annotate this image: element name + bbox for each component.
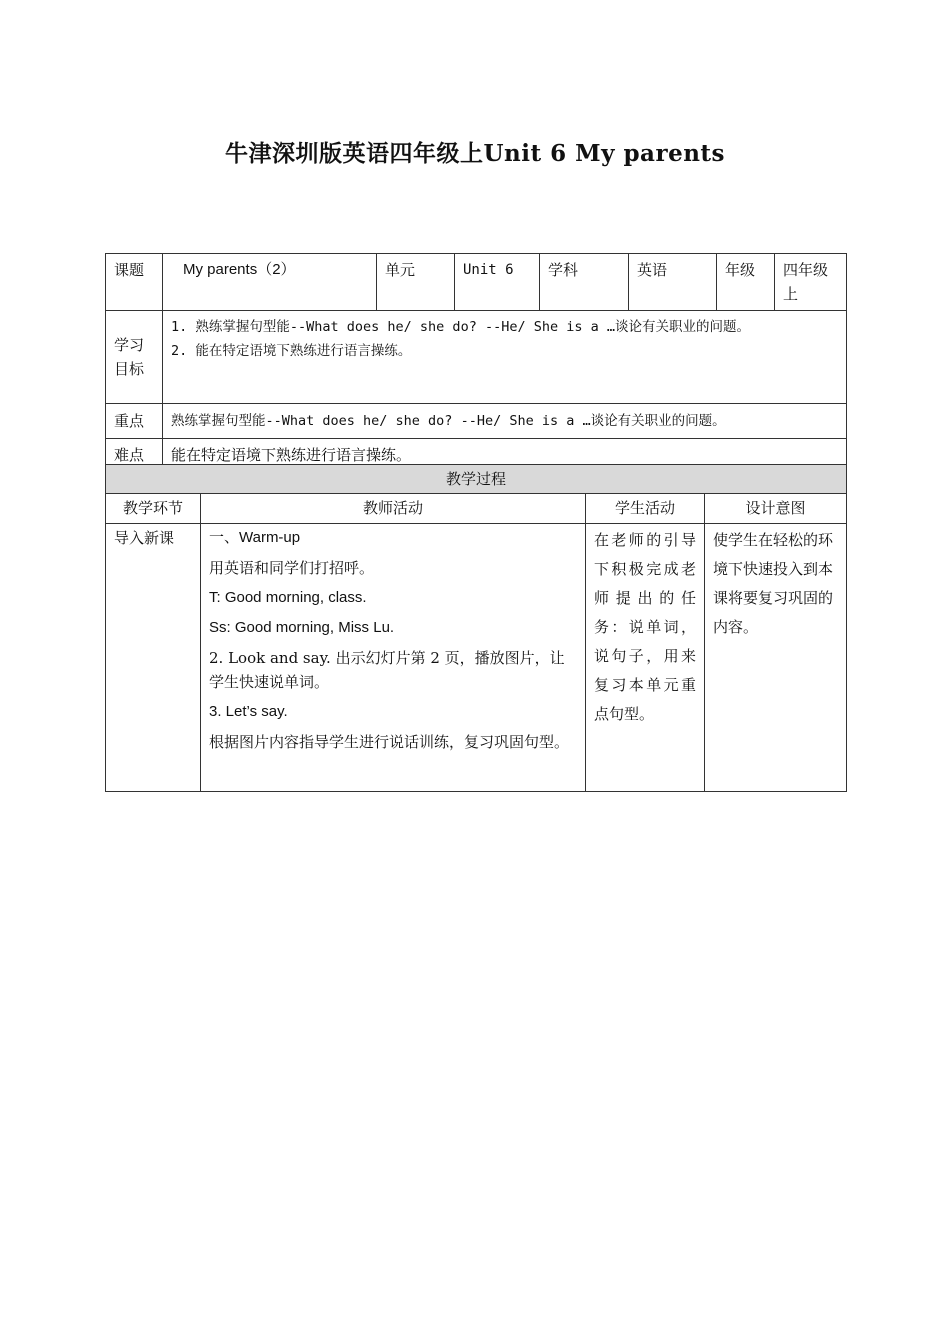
stage-cell: 导入新课 — [106, 524, 201, 792]
grade-label: 年级 — [717, 254, 775, 311]
objective-item-1: 1. 熟练掌握句型能--What does he/ she do? --He/ She is a …谈论有关职业的问题。 — [171, 319, 750, 335]
teacher-activity-cell — [201, 524, 586, 792]
teacher-line-5: 2. Look and say. 出示幻灯片第 2 页，播放图片，让学生快速说单词。 — [209, 649, 565, 691]
design-intent-cell: 使学生在轻松的环境下快速投入到本课将要复习巩固的内容。 — [705, 524, 847, 792]
difficulty-value: 能在特定语境下熟练进行语言操练。 — [163, 439, 847, 472]
process-header: 教学过程 — [106, 465, 847, 494]
teaching-process-table — [105, 464, 847, 792]
teacher-line-6: 3. Let’s say. — [209, 703, 288, 720]
teacher-line-3: T: Good morning, class. — [209, 589, 367, 606]
key-point-value: 熟练掌握句型能--What does he/ she do? --He/ She is a …谈论有关职业的问题。 — [163, 404, 847, 439]
unit-value: Unit 6 — [455, 254, 540, 311]
teacher-line-4: Ss: Good morning, Miss Lu. — [209, 619, 395, 636]
column-header-intent: 设计意图 — [705, 494, 847, 524]
table-row — [106, 524, 847, 792]
subject-value: 英语 — [629, 254, 717, 311]
objective-item-2: 2. 能在特定语境下熟练进行语言操练。 — [171, 343, 412, 359]
key-point-label: 重点 — [106, 404, 163, 439]
unit-label: 单元 — [377, 254, 455, 311]
objectives-cell — [163, 311, 847, 404]
teacher-line-1: 一、Warm-up — [209, 529, 301, 546]
column-header-teacher: 教师活动 — [201, 494, 586, 524]
subject-label: 学科 — [540, 254, 629, 311]
column-header-student: 学生活动 — [586, 494, 705, 524]
lesson-info-table — [105, 253, 847, 472]
column-header-stage: 教学环节 — [106, 494, 201, 524]
student-activity-cell: 在老师的引导下积极完成老师提出的任务：说单词，说句子，用来复习本单元重点句型。 — [586, 524, 705, 792]
objectives-label: 学习目标 — [106, 311, 163, 404]
teacher-line-7: 根据图片内容指导学生进行说话训练，复习巩固句型。 — [209, 733, 570, 751]
topic-value: My parents（2） — [163, 254, 377, 311]
teacher-line-2: 用英语和同学们打招呼。 — [209, 559, 375, 577]
grade-value: 四年级上 — [775, 254, 847, 311]
topic-label: 课题 — [106, 254, 163, 311]
document-title: 牛津深圳版英语四年级上Unit 6 My parents — [224, 140, 726, 167]
difficulty-label: 难点 — [106, 439, 163, 472]
